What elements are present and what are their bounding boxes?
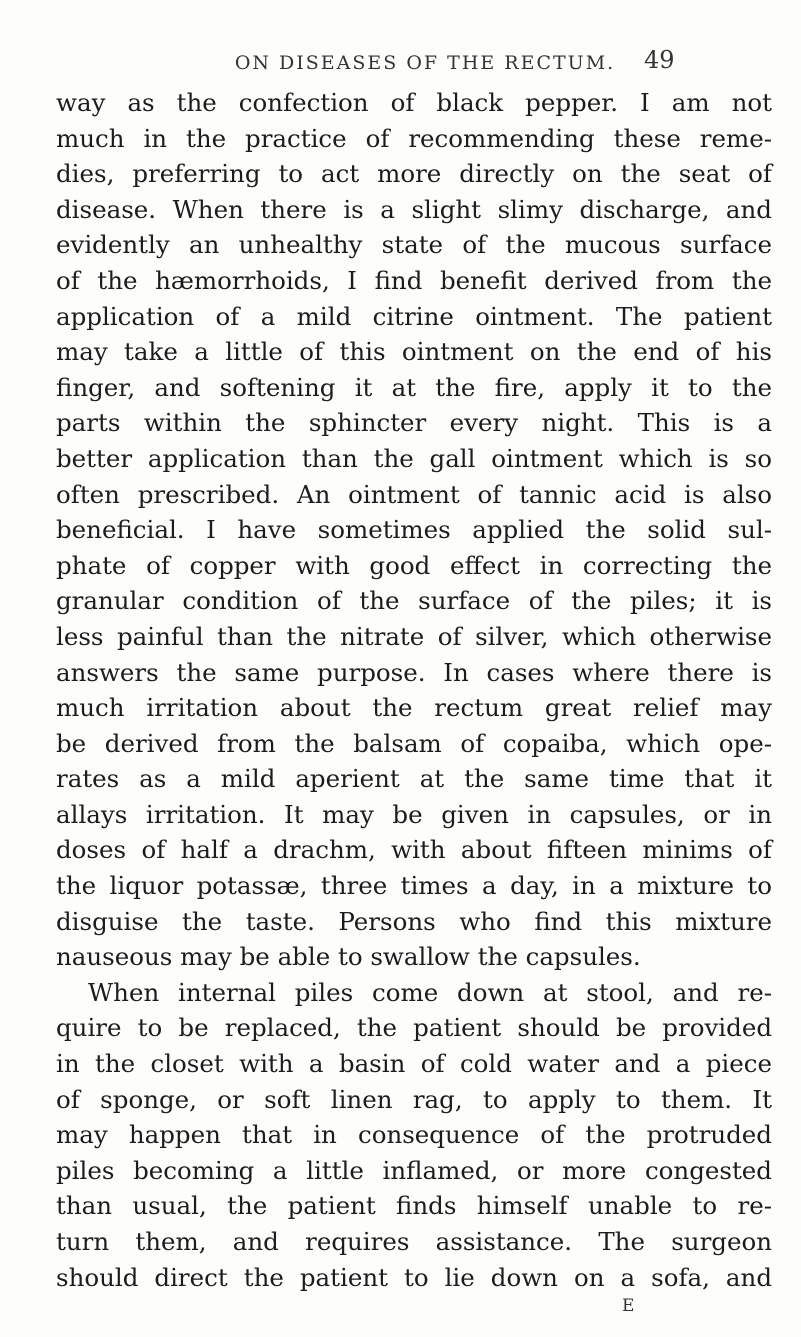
text-line: beneficial. I have sometimes applied the solid sul-	[56, 515, 772, 545]
text-line-paragraph-start: When internal piles come down at stool, and re-	[88, 977, 772, 1007]
text-line: much in the practice of recommending these reme-	[56, 123, 772, 153]
text-line: dies, preferring to act more directly on the seat of	[56, 159, 772, 189]
text-line: evidently an unhealthy state of the mucous surface	[56, 230, 772, 260]
text-line: finger, and softening it at the fire, apply it to the	[56, 372, 772, 402]
text-line: of sponge, or soft linen rag, to apply to them. It	[56, 1084, 772, 1114]
text-line: in the closet with a basin of cold water and a piece	[56, 1049, 772, 1079]
text-line: often prescribed. An ointment of tannic acid is also	[56, 479, 772, 509]
text-line: may take a little of this ointment on the end of his	[56, 337, 772, 367]
text-line: the liquor potassæ, three times a day, in a mixture to	[56, 871, 772, 901]
text-line: be derived from the balsam of copaiba, which ope-	[56, 728, 772, 758]
text-line: granular condition of the surface of the piles; it is	[56, 586, 772, 616]
text-line: turn them, and requires assistance. The surgeon	[56, 1227, 772, 1256]
text-line: quire to be replaced, the patient should be provided	[56, 1013, 772, 1043]
text-line: than usual, the patient finds himself unable to re-	[56, 1191, 772, 1221]
text-line: disease. When there is a slight slimy discharge, and	[56, 194, 772, 224]
text-line: piles becoming a little inflamed, or more congested	[56, 1155, 772, 1185]
text-line: rates as a mild aperient at the same time that it	[56, 764, 772, 794]
running-title: ON DISEASES OF THE RECTUM.	[234, 52, 616, 74]
text-line: doses of half a drachm, with about fifteen minims of	[56, 835, 772, 865]
text-line: phate of copper with good effect in correcting the	[56, 550, 772, 580]
text-line: application of a mild citrine ointment. The patient	[56, 301, 772, 331]
text-line: answers the same purpose. In cases where there is	[56, 657, 772, 687]
text-line: allays irritation. It may be given in capsules, or in	[56, 799, 772, 829]
text-line: should direct the patient to lie down on a sofa, and	[56, 1262, 772, 1292]
text-line: much irritation about the rectum great relief may	[56, 693, 772, 723]
body-text	[56, 85, 772, 1295]
text-line: of the hæmorrhoids, I find benefit derived from the	[56, 265, 772, 295]
page-number: 49	[644, 46, 675, 74]
text-line: may happen that in consequence of the protruded	[56, 1120, 772, 1150]
text-line: parts within the sphincter every night. This is a	[56, 408, 772, 438]
text-line-paragraph-end: nauseous may be able to swallow the capsules.	[56, 942, 641, 972]
text-line: better application than the gall ointment which is so	[56, 443, 772, 473]
signature-mark: E	[622, 1296, 635, 1316]
text-line: less painful than the nitrate of silver, which otherwise	[56, 621, 772, 651]
text-line: way as the confection of black pepper. I am not	[56, 88, 772, 117]
text-line: disguise the taste. Persons who find this mixture	[56, 906, 772, 936]
